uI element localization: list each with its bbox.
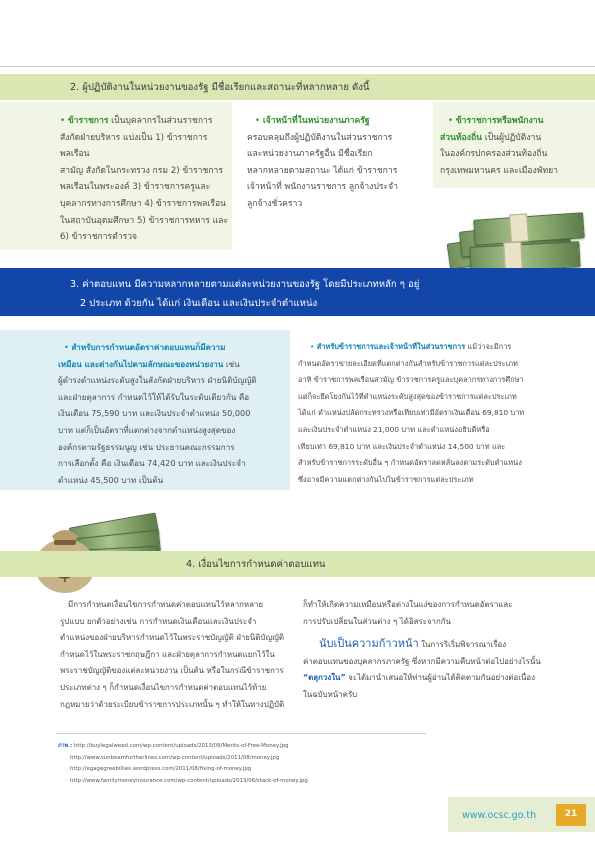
- bullet-icon: •: [255, 116, 261, 126]
- col1-line: 6) ข้าราชการตำรวจ: [60, 232, 138, 243]
- col3-line: กรุงเทพมหานคร และเมืองพัทยา: [440, 165, 558, 176]
- image-sources: [58, 741, 308, 787]
- bullet-icon: •: [60, 116, 66, 126]
- col1-line: สามัญ สังกัดในกระทรวง กรม 2) ข้าราชการ: [60, 165, 223, 176]
- source-link[interactable]: http://egagegreebillies.wordpress.com/2011/08/fixing-of-money.jpg: [70, 766, 252, 772]
- section2-col2: [247, 113, 427, 213]
- section4-left-line: กฎหมายว่าด้วยระเบียบข้าราชการประเภทนั้น ๆ ทำให้ในทางปฏิบัติ: [60, 699, 285, 709]
- section4-title: 4. เงื่อนไขการกำหนดค่าตอบแทน: [186, 559, 326, 570]
- section3-left-line: ผู้ดำรงตำแหน่งระดับสูงในสังกัดฝ่ายบริหาร ฝ่ายนิติบัญญัติ: [58, 375, 257, 386]
- section3-title-line2: 2 ประเภท ด้วยกัน ได้แก่ เงินเดือน และเงินประจำตำแหน่ง: [80, 298, 318, 309]
- section4-highlight: นับเป็นความก้าวหน้า: [319, 637, 419, 651]
- section3-left-line: บาท แต่ก็เป็นอัตราที่แตกต่างจากตำแหน่งสูงสุดของ: [58, 424, 236, 435]
- source-link[interactable]: http://www.sunbeamfurtherlines.com/wp-content/uploads/2011/08/money.jpg: [70, 754, 280, 761]
- section4-right-line: การปรับเปลี่ยนในส่วนต่าง ๆ ได้อิสระจากกัน: [303, 616, 451, 626]
- col2-line: หลากหลายตามสถานะ ได้แก่ ข้าราชการ: [247, 165, 398, 176]
- section3-left-line: ตำแหน่ง 45,500 บาท เป็นต้น: [58, 474, 164, 485]
- section3-left: [58, 339, 288, 488]
- col3-head-line2: ส่วนท้องถิ่น: [440, 132, 483, 143]
- section2-col3: [440, 113, 590, 179]
- section4-left: [60, 597, 292, 713]
- section3-left-line: องค์กรตามรัฐธรรมนูญ เช่น ประธานคณะกรรมการ: [58, 441, 235, 452]
- section3-title-line1: 3. ค่าตอบแทน มีความหลากหลายตามแต่ละหน่วยงานของรัฐ โดยมีประเภทหลัก ๆ อยู่: [70, 279, 420, 290]
- money-bag-image: [30, 510, 160, 590]
- section4-right-line: ในการริเริ่มพิจารณาเรื่อง: [421, 640, 507, 650]
- section3-left-line: เช่น: [225, 358, 240, 369]
- col3-head-line1: ข้าราชการหรือพนักงาน: [455, 116, 544, 126]
- section3-right-line: เทียบเท่า 69,810 บาท และเงินประจำตำแหน่ง 14,500 บาท และ: [298, 441, 506, 451]
- section4-left-line: กำหนดไว้ในพระราชกฤษฎีกา และฝ่ายตุลาการกำหนดแยกไว้ใน: [60, 649, 275, 659]
- section4-left-line: รูปแบบ ยกตัวอย่างเช่น การกำหนดเงินเดือนและเงินประจำ: [60, 616, 257, 626]
- footer-url[interactable]: www.ocsc.go.th: [462, 810, 537, 821]
- col2-line: และหน่วยงานภาครัฐอื่น มีชื่อเรียก: [247, 149, 373, 160]
- section4-right-line: จะได้มานำเสนอให้ท่านผู้อ่านได้ติดตามกันอย่างต่อเนื่อง: [348, 673, 535, 683]
- col3-line: เป็นผู้ปฏิบัติงาน: [484, 132, 542, 143]
- section3-left-head2: เหมือน และต่างกันไปตามลักษณะของหน่วยงาน: [58, 358, 224, 369]
- section4-left-line: ประเภทต่าง ๆ ก็กำหนดเงื่อนไขการกำหนดค่าตอบแทนไว้ท้าย: [60, 682, 267, 692]
- section3-left-line: การเลือกตั้ง คือ เงินเดือน 74,420 บาท และเงินประจำ: [58, 458, 246, 469]
- col1-head: ข้าราชการ: [67, 116, 109, 126]
- col2-line: ครอบคลุมถึงผู้ปฏิบัติงานในส่วนราชการ: [247, 132, 393, 143]
- col3-line: ในองค์กรปกครองส่วนท้องถิ่น: [440, 149, 548, 160]
- section3-right-line: และเงินประจำตำแหน่ง 21,000 บาท และตำแหน่งอธิบดีหรือ: [298, 424, 490, 434]
- bullet-icon: •: [310, 342, 315, 351]
- section3-right-line: กำหนดอัตราขายละเอียดที่แตกต่างกันสำหรับข้าราชการแต่ละประเภท: [298, 358, 518, 368]
- section3-right-line: ซึ่งอาจมีความแตกต่างกันไปในข้าราชการแต่ละประเภท: [298, 474, 474, 484]
- section4-left-line: ตำแหน่งของฝ่ายบริหารกำหนดไว้ในพระราชบัญญัติ ฝ่ายนิติบัญญัติ: [60, 633, 285, 643]
- section3-left-head1: สำหรับการกำหนดอัตราค่าตอบแทนก็มีความ: [71, 342, 226, 352]
- section3-right: [298, 339, 590, 488]
- section3-right-line: อาทิ ข้าราชการพลเรือนสามัญ ข้าราชการครูและบุคลากรทางการศึกษา: [298, 375, 524, 385]
- section4-left-line: มีการกำหนดเงื่อนไขการกำหนดค่าตอบแทนไว้หลากหลาย: [68, 600, 263, 609]
- section4-left-line: พระราชบัญญัติของแต่ละหน่วยงาน เป็นต้น หรือในกรณีข้าราชการ: [60, 666, 284, 676]
- bullet-icon: •: [448, 116, 454, 126]
- bullet-icon: •: [64, 342, 69, 352]
- col1-line: พลเรือนในพระองค์ 3) ข้าราชการครูและ: [60, 182, 211, 193]
- section3-right-line: สำหรับข้าราชการระดับอื่น ๆ กำหนดอัตราลดหลั่นลงตามระดับตำแหน่ง: [298, 458, 522, 468]
- section3-right-line: แม้ว่าจะมีการ: [467, 342, 512, 351]
- col1-line: เป็นบุคลากรในส่วนราชการ: [111, 116, 213, 126]
- source-link[interactable]: http://buylegalweed.com/wp-content/uploads/2013/09/Merits-of-Free-Money.jpg: [73, 743, 289, 749]
- section4-right-line: ในฉบับหน้าครับ: [303, 689, 358, 699]
- col1-line: ในสถาบันอุดมศึกษา 5) ข้าราชการทหาร และ: [60, 215, 229, 226]
- section4-right-line: ค่าตอบแทนของบุคลากรภาครัฐ ซึ่งหากมีความคืบหน้าต่อไปอย่างไรนั้น: [303, 656, 541, 666]
- top-divider: [0, 66, 595, 67]
- sources-divider: [56, 733, 426, 734]
- section3-right-line: แต่ก็จะยึดโยงกันไว้ที่ตำแหน่งระดับสูงสุดของข้าราชการแต่ละประเภท: [298, 391, 517, 401]
- section3-right-line: ได้แก่ ตำแหน่งปลัดกระทรวงหรือเทียบเท่ามีอัตราเงินเดือน 69,810 บาท: [298, 408, 525, 418]
- money-stack-image: [440, 196, 590, 276]
- source-link[interactable]: http://www.familymoneyinsurance.com/wp-content/uploads/2013/06/stack-of-money.jpg: [70, 777, 308, 784]
- col2-head: เจ้าหน้าที่ในหน่วยงานภาครัฐ: [262, 116, 370, 126]
- col1-line: สังกัดฝ่ายบริหาร แบ่งเป็น 1) ข้าราชการพลเรือน: [60, 132, 208, 160]
- section3-right-head: สำหรับข้าราชการและเจ้าหน้าที่ในส่วนราชการ: [316, 342, 466, 351]
- col2-line: ลูกจ้างชั่วคราว: [247, 198, 303, 209]
- col1-line: บุคลากรทางการศึกษา 4) ข้าราชการพลเรือน: [60, 198, 227, 209]
- section4-right: [303, 597, 553, 704]
- section4-right-line: ก็ทำให้เกิดความเหมือนหรือต่างในแง่ของการกำหนดอัตราและ: [303, 600, 513, 609]
- section3-left-line: เงินเดือน 75,590 บาท และเงินประจำตำแหน่ง 50,000: [58, 408, 251, 419]
- col2-line: เจ้าหน้าที่ พนักงานราชการ ลูกจ้างประจำ: [247, 182, 398, 193]
- sources-label: ภาพ :: [58, 743, 73, 749]
- section3-left-line: และฝ่ายตุลาการ กำหนดไว้ให้ได้รับในระดับเดียวกัน คือ: [58, 391, 250, 402]
- section2-title: 2. ผู้ปฏิบัติงานในหน่วยงานของรัฐ มีชื่อเรียกและสถานะที่หลากหลาย ดังนี้: [70, 82, 370, 93]
- section4-quote: “ตลุกวงใน”: [303, 673, 346, 683]
- section2-col1: [60, 113, 230, 246]
- page-number: 21: [564, 809, 578, 819]
